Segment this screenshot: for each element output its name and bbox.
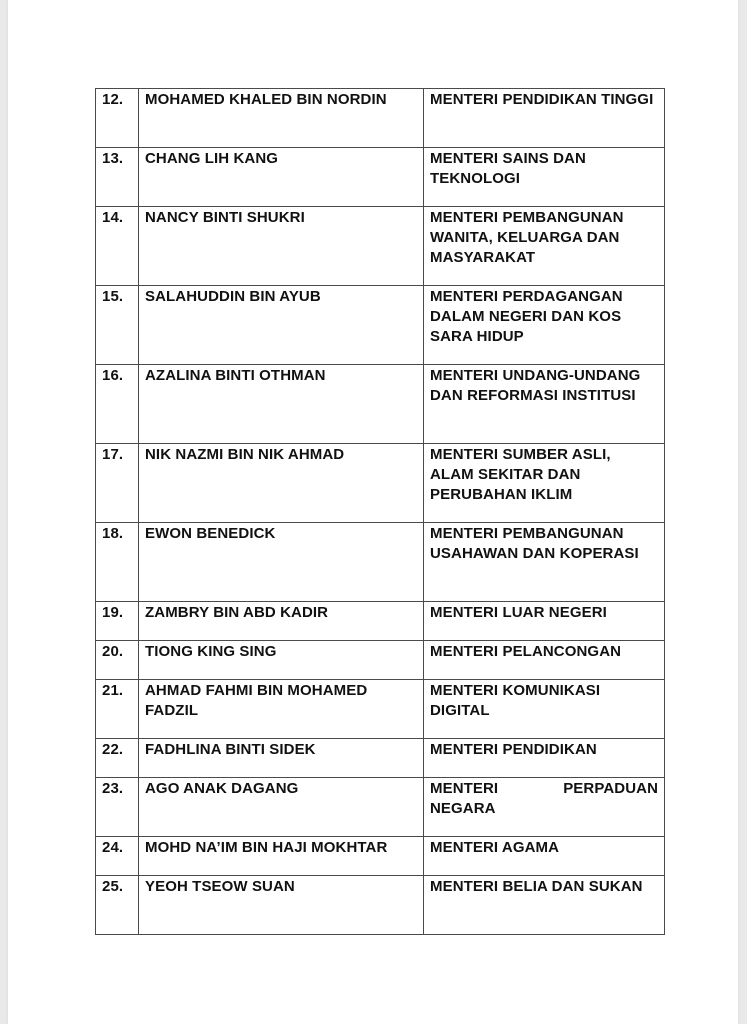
ministry-post: MENTERI PEMBANGUNAN WANITA, KELUARGA DAN MASYARAKAT [424,207,665,286]
ministry-post: MENTERI PENDIDIKAN TINGGI [424,89,665,148]
ministry-post: MENTERI SUMBER ASLI, ALAM SEKITAR DAN PERUBAHAN IKLIM [424,444,665,523]
minister-name: FADHLINA BINTI SIDEK [139,739,424,778]
document-page [8,0,738,1024]
row-number: 19. [96,602,139,641]
row-number: 20. [96,641,139,680]
minister-name: SALAHUDDIN BIN AYUB [139,286,424,365]
minister-name: NANCY BINTI SHUKRI [139,207,424,286]
table-row [96,602,665,641]
row-number: 18. [96,523,139,602]
ministry-post: MENTERI UNDANG-UNDANG DAN REFORMASI INSTITUSI [424,365,665,444]
ministry-post: MENTERI KOMUNIKASI DIGITAL [424,680,665,739]
minister-name: MOHD NA’IM BIN HAJI MOKHTAR [139,837,424,876]
minister-name: ZAMBRY BIN ABD KADIR [139,602,424,641]
table-row [96,286,665,365]
minister-name: AGO ANAK DAGANG [139,778,424,837]
minister-name: YEOH TSEOW SUAN [139,876,424,935]
minister-name: MOHAMED KHALED BIN NORDIN [139,89,424,148]
row-number: 15. [96,286,139,365]
row-number: 17. [96,444,139,523]
row-number: 25. [96,876,139,935]
minister-name: AZALINA BINTI OTHMAN [139,365,424,444]
row-number: 22. [96,739,139,778]
ministry-post: MENTERI PEMBANGUNAN USAHAWAN DAN KOPERASI [424,523,665,602]
table-row [96,641,665,680]
ministry-post: MENTERI LUAR NEGERI [424,602,665,641]
ministry-post: MENTERI BELIA DAN SUKAN [424,876,665,935]
table-row [96,876,665,935]
row-number: 12. [96,89,139,148]
table-row [96,365,665,444]
row-number: 24. [96,837,139,876]
table-row [96,523,665,602]
table-row [96,778,665,837]
ministry-post: MENTERI SAINS DAN TEKNOLOGI [424,148,665,207]
row-number: 21. [96,680,139,739]
ministers-table [95,88,665,935]
table-row [96,207,665,286]
table-row [96,89,665,148]
row-number: 23. [96,778,139,837]
row-number: 16. [96,365,139,444]
minister-name: CHANG LIH KANG [139,148,424,207]
table-row [96,444,665,523]
ministry-post: MENTERI PENDIDIKAN [424,739,665,778]
minister-name: EWON BENEDICK [139,523,424,602]
ministry-post: MENTERI AGAMA [424,837,665,876]
table-row [96,680,665,739]
ministry-post: MENTERI PERPADUAN NEGARA [424,778,665,837]
ministry-post: MENTERI PELANCONGAN [424,641,665,680]
minister-name: AHMAD FAHMI BIN MOHAMED FADZIL [139,680,424,739]
row-number: 14. [96,207,139,286]
ministry-post: MENTERI PERDAGANGAN DALAM NEGERI DAN KOS SARA HIDUP [424,286,665,365]
minister-name: NIK NAZMI BIN NIK AHMAD [139,444,424,523]
minister-name: TIONG KING SING [139,641,424,680]
table-row [96,739,665,778]
table-row [96,148,665,207]
row-number: 13. [96,148,139,207]
table-row [96,837,665,876]
